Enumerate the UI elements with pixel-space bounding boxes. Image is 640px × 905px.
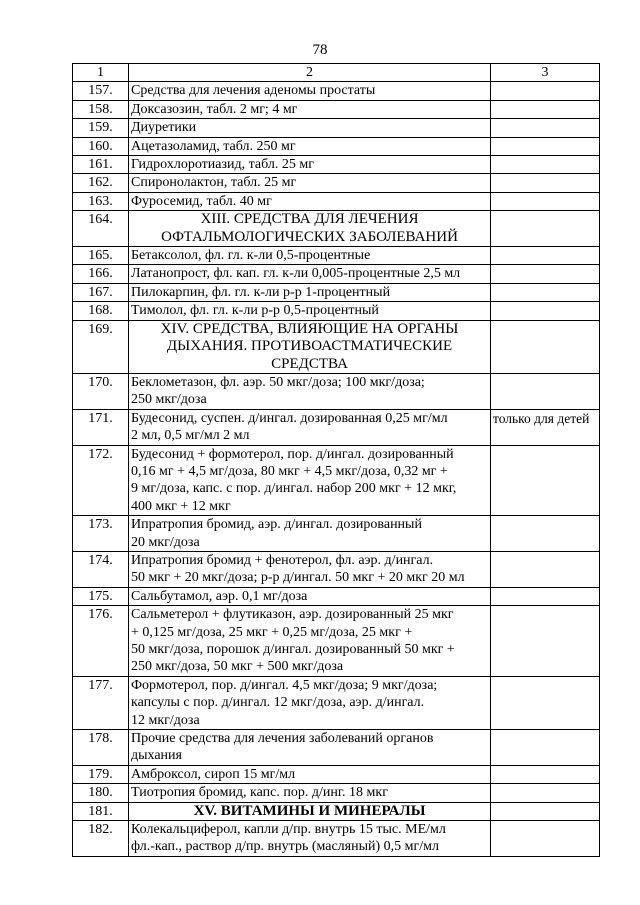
item-description (129, 119, 491, 137)
table-row (73, 409, 600, 445)
item-description (129, 765, 491, 783)
row-note: только для детей (491, 409, 600, 445)
section-heading (129, 320, 491, 373)
row-number: 164. (73, 211, 129, 247)
row-note (491, 606, 600, 677)
table-row (73, 247, 600, 265)
description-line: Ипратропия бромид, аэр. д/ингал. дозированный (131, 517, 422, 533)
description-line: 2 мл, 0,5 мг/мл 2 мл (131, 428, 250, 444)
description-line: Гидрохлоротиазид, табл. 25 мг (131, 157, 314, 173)
table-row (73, 551, 600, 587)
row-number: 169. (73, 320, 129, 373)
description-line: 9 мг/доза, капс. с пор. д/ингал. набор 200 мкг + 12 мкг, (131, 481, 457, 497)
table-row (73, 765, 600, 783)
table-row (73, 119, 600, 137)
description-line: Спиронолактон, табл. 25 мг (131, 175, 297, 191)
item-description (129, 606, 491, 677)
row-note (491, 320, 600, 373)
description-line: Сальметерол + флутиказон, аэр. дозированный 25 мкг (131, 607, 454, 623)
row-note (491, 283, 600, 301)
description-line: XIV. СРЕДСТВА, ВЛИЯЮЩИЕ НА ОРГАНЫ (160, 320, 459, 337)
item-description (129, 137, 491, 155)
row-number: 162. (73, 174, 129, 192)
table-row (73, 211, 600, 247)
item-description (129, 247, 491, 265)
row-note (491, 802, 600, 820)
table-row (73, 174, 600, 192)
row-note (491, 119, 600, 137)
item-description (129, 676, 491, 729)
row-note (491, 302, 600, 320)
table-row (73, 606, 600, 677)
table-row (73, 784, 600, 802)
table-row (73, 192, 600, 210)
description-line: Средства для лечения аденомы простаты (131, 83, 376, 99)
row-number: 165. (73, 247, 129, 265)
row-note (491, 373, 600, 409)
description-line: 0,16 мг + 4,5 мг/доза, 80 мкг + 4,5 мкг/доза, 0,32 мг + (131, 463, 448, 479)
description-line: Ацетазоламид, табл. 250 мг (131, 138, 296, 154)
description-line: Диуретики (131, 120, 197, 136)
header-col-1: 1 (73, 64, 129, 82)
table-row (73, 821, 600, 857)
table-row (73, 302, 600, 320)
row-note (491, 730, 600, 766)
row-number: 173. (73, 516, 129, 552)
table-row (73, 156, 600, 174)
row-number: 160. (73, 137, 129, 155)
page-number: 78 (312, 42, 328, 58)
description-line: ОФТАЛЬМОЛОГИЧЕСКИХ ЗАБОЛЕВАНИЙ (161, 228, 458, 245)
description-line: XV. ВИТАМИНЫ И МИНЕРАЛЫ (193, 802, 426, 819)
row-note (491, 265, 600, 283)
description-line: Доксазозин, табл. 2 мг; 4 мг (131, 101, 298, 117)
description-line: 250 мкг/доза, 50 мкг + 500 мкг/доза (131, 659, 344, 675)
row-number: 174. (73, 551, 129, 587)
row-number: 180. (73, 784, 129, 802)
row-number: 163. (73, 192, 129, 210)
row-number: 157. (73, 82, 129, 100)
item-description (129, 445, 491, 516)
row-note (491, 82, 600, 100)
row-number: 170. (73, 373, 129, 409)
table-row (73, 730, 600, 766)
row-number: 176. (73, 606, 129, 677)
section-heading (129, 211, 491, 247)
description-line: Формотерол, пор. д/ингал. 4,5 мкг/доза; 9 мкг/доза; (131, 677, 438, 693)
table-row (73, 283, 600, 301)
item-description (129, 409, 491, 445)
row-number: 177. (73, 676, 129, 729)
description-line: Фуросемид, табл. 40 мг (131, 193, 272, 209)
row-note (491, 587, 600, 605)
description-line: Будесонид, суспен. д/ингал. дозированная 0,25 мг/мл (131, 410, 448, 426)
item-description (129, 516, 491, 552)
row-note (491, 784, 600, 802)
table-row (73, 802, 600, 820)
item-description (129, 373, 491, 409)
item-description (129, 82, 491, 100)
row-number: 166. (73, 265, 129, 283)
row-note (491, 156, 600, 174)
item-description (129, 156, 491, 174)
row-number: 168. (73, 302, 129, 320)
description-line: дыхания (131, 748, 182, 764)
description-line: 12 мкг/доза (131, 712, 200, 728)
row-note (491, 676, 600, 729)
description-line: + 0,125 мг/доза, 25 мкг + 0,25 мг/доза, 25 мкг + (131, 624, 413, 640)
row-number: 178. (73, 730, 129, 766)
description-line: 50 мкг + 20 мкг/доза; р-р д/ингал. 50 мкг + 20 мкг 20 мл (131, 570, 465, 586)
description-line: Латанопрост, фл. кап. гл. к-ли 0,005-процентные 2,5 мл (131, 266, 461, 282)
item-description (129, 100, 491, 118)
description-line: Беклометазон, фл. аэр. 50 мкг/доза; 100 мкг/доза; (131, 374, 425, 390)
description-line: 20 мкг/доза (131, 534, 200, 550)
row-number: 182. (73, 821, 129, 857)
description-line: капсулы с пор. д/ингал. 12 мкг/доза, аэр. д/ингал. (131, 695, 425, 711)
item-description (129, 587, 491, 605)
row-note (491, 821, 600, 857)
table-row (73, 445, 600, 516)
table-body (73, 82, 600, 856)
item-description (129, 551, 491, 587)
row-note (491, 445, 600, 516)
row-note (491, 765, 600, 783)
description-line: Сальбутамол, аэр. 0,1 мг/доза (131, 588, 308, 604)
drug-list-table (72, 63, 600, 857)
item-description (129, 265, 491, 283)
row-note (491, 551, 600, 587)
description-line: ДЫХАНИЯ. ПРОТИВОАСТМАТИЧЕСКИЕ (166, 338, 453, 355)
description-line: Амброксол, сироп 15 мг/мл (131, 766, 296, 782)
row-note (491, 192, 600, 210)
description-line: Ипратропия бромид + фенотерол, фл. аэр. д/ингал. (131, 552, 434, 568)
row-note (491, 516, 600, 552)
description-line: СРЕДСТВА (271, 355, 348, 372)
description-line: Тимолол, фл. гл. к-ли р-р 0,5-процентный (131, 303, 379, 319)
row-note (491, 100, 600, 118)
row-number: 175. (73, 587, 129, 605)
item-description (129, 302, 491, 320)
item-description (129, 821, 491, 857)
item-description (129, 784, 491, 802)
description-line: Прочие средства для лечения заболеваний органов (131, 731, 434, 747)
table-row (73, 676, 600, 729)
item-description (129, 192, 491, 210)
item-description (129, 174, 491, 192)
description-line: Колекальциферол, капли д/пр. внутрь 15 тыс. МЕ/мл (131, 822, 446, 838)
table-row (73, 320, 600, 373)
row-number: 158. (73, 100, 129, 118)
row-note (491, 211, 600, 247)
description-line: Бетаксолол, фл. гл. к-ли 0,5-процентные (131, 248, 371, 264)
row-number: 159. (73, 119, 129, 137)
table-row (73, 265, 600, 283)
description-line: 250 мкг/доза (131, 392, 207, 408)
row-note (491, 137, 600, 155)
section-heading (129, 802, 491, 820)
description-line: Тиотропия бромид, капс. пор. д/инг. 18 мкг (131, 785, 388, 801)
row-number: 179. (73, 765, 129, 783)
description-line: XIII. СРЕДСТВА ДЛЯ ЛЕЧЕНИЯ (200, 211, 419, 228)
item-description (129, 283, 491, 301)
table-header-row (73, 64, 600, 82)
row-note (491, 247, 600, 265)
row-number: 172. (73, 445, 129, 516)
header-col-3: 3 (491, 64, 600, 82)
table-row (73, 137, 600, 155)
row-number: 167. (73, 283, 129, 301)
description-line: 50 мкг/доза, порошок д/ингал. дозированный 50 мкг + (131, 642, 455, 657)
description-line: Пилокарпин, фл. гл. к-ли р-р 1-процентный (131, 284, 391, 300)
row-number: 161. (73, 156, 129, 174)
table-row (73, 82, 600, 100)
item-description (129, 730, 491, 766)
description-line: Будесонид + формотерол, пор. д/ингал. дозированный (131, 446, 454, 462)
table-row (73, 373, 600, 409)
table-row (73, 516, 600, 552)
row-number: 181. (73, 802, 129, 820)
description-line: фл.-кап., раствор д/пр. внутрь (масляный) 0,5 мг/мл (131, 839, 439, 855)
header-col-2: 2 (129, 64, 491, 82)
table-row (73, 587, 600, 605)
row-note (491, 174, 600, 192)
table-row (73, 100, 600, 118)
row-number: 171. (73, 409, 129, 445)
description-line: 400 мкг + 12 мкг (131, 498, 231, 514)
